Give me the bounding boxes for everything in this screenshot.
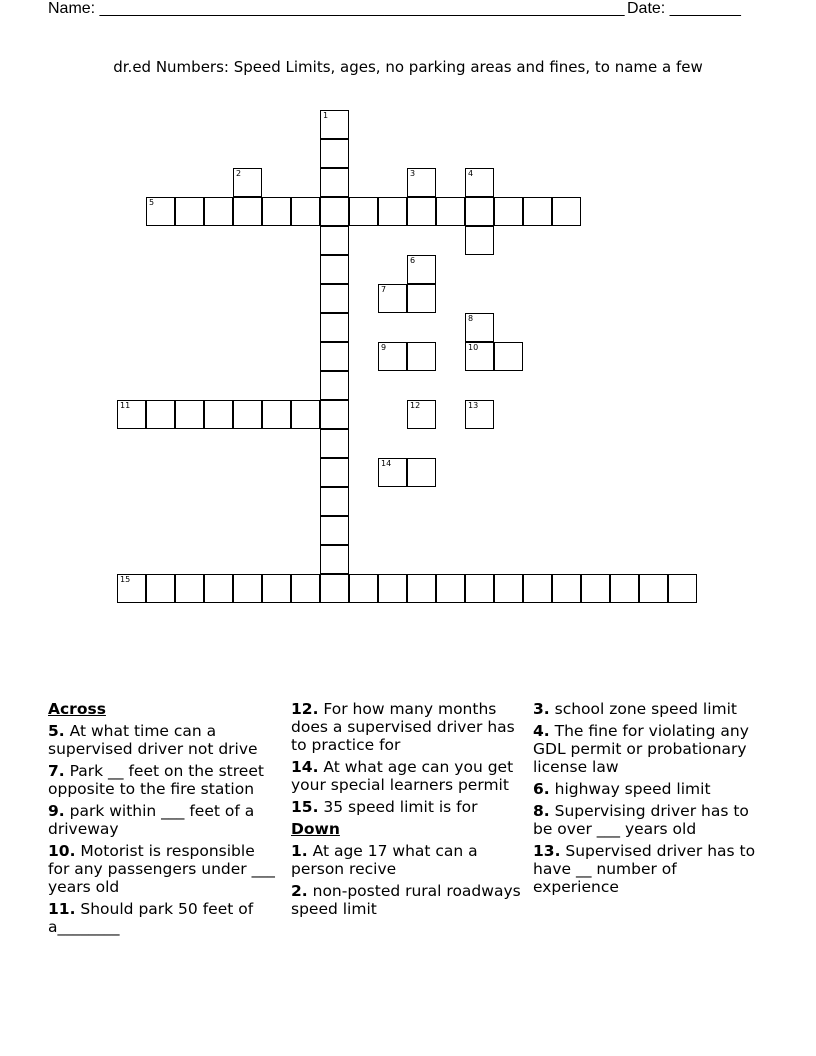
grid-cell[interactable] <box>320 313 349 342</box>
grid-cell[interactable] <box>523 574 552 603</box>
grid-cell[interactable] <box>204 574 233 603</box>
grid-cell[interactable] <box>320 168 349 197</box>
grid-cell[interactable] <box>436 197 465 226</box>
grid-cell[interactable] <box>639 574 668 603</box>
clue-text: Supervised driver has to have __ number of experience <box>533 842 756 896</box>
grid-cell[interactable] <box>320 110 349 139</box>
clue-number: 8 <box>468 314 474 323</box>
date-field: Date: ________ <box>627 0 741 17</box>
grid-cell[interactable] <box>117 400 146 429</box>
grid-cell[interactable] <box>494 197 523 226</box>
clue-text: 35 speed limit is for <box>318 798 478 816</box>
grid-cell[interactable] <box>407 197 436 226</box>
clues-column-3 <box>533 700 758 900</box>
grid-cell[interactable] <box>407 400 436 429</box>
clue-number: 10 <box>468 343 479 352</box>
clue-number-label: 15. <box>291 798 319 816</box>
across-clue-list <box>48 722 278 936</box>
grid-cell[interactable] <box>378 284 407 313</box>
clue-text: For how many months does a supervised driver has to practice for <box>291 700 515 754</box>
grid-cell[interactable] <box>320 139 349 168</box>
grid-cell[interactable] <box>233 574 262 603</box>
grid-cell[interactable] <box>407 342 436 371</box>
grid-cell[interactable] <box>320 226 349 255</box>
grid-cell[interactable] <box>581 574 610 603</box>
down-heading: Down <box>291 820 340 838</box>
clue <box>48 722 278 758</box>
grid-cell[interactable] <box>610 574 639 603</box>
clue-text: The fine for violating any GDL permit or probationary license law <box>533 722 749 776</box>
clue-number-label: 3. <box>533 700 550 718</box>
grid-cell[interactable] <box>291 400 320 429</box>
grid-cell[interactable] <box>465 168 494 197</box>
grid-cell[interactable] <box>320 574 349 603</box>
clue-text: At age 17 what can a person recive <box>291 842 478 878</box>
clue <box>533 780 758 798</box>
grid-cell[interactable] <box>320 458 349 487</box>
clue-number: 5 <box>149 198 155 207</box>
clue <box>291 882 526 918</box>
grid-cell[interactable] <box>291 574 320 603</box>
grid-cell[interactable] <box>262 574 291 603</box>
clues-column-2 <box>291 700 526 922</box>
clue-number-label: 5. <box>48 722 65 740</box>
grid-cell[interactable] <box>349 574 378 603</box>
grid-cell[interactable] <box>320 429 349 458</box>
clue-number-label: 12. <box>291 700 319 718</box>
grid-cell[interactable] <box>349 197 378 226</box>
clue <box>48 900 278 936</box>
clue-number: 7 <box>381 285 387 294</box>
grid-cell[interactable] <box>233 197 262 226</box>
grid-cell[interactable] <box>465 574 494 603</box>
grid-cell[interactable] <box>175 400 204 429</box>
grid-cell[interactable] <box>668 574 697 603</box>
grid-cell[interactable] <box>320 400 349 429</box>
grid-cell[interactable] <box>407 284 436 313</box>
clue-number-label: 4. <box>533 722 550 740</box>
grid-cell[interactable] <box>320 255 349 284</box>
clue <box>48 842 278 896</box>
clue-text: At what time can a supervised driver not drive <box>48 722 258 758</box>
clue-number: 2 <box>236 169 242 178</box>
clue-text: Should park 50 feet of a________ <box>48 900 254 936</box>
clue-number: 4 <box>468 169 474 178</box>
grid-cell[interactable] <box>117 574 146 603</box>
grid-cell[interactable] <box>146 197 175 226</box>
grid-cell[interactable] <box>552 574 581 603</box>
grid-cell[interactable] <box>262 400 291 429</box>
grid-cell[interactable] <box>494 574 523 603</box>
across-heading: Across <box>48 700 106 718</box>
clue-text: non-posted rural roadways speed limit <box>291 882 521 918</box>
grid-cell[interactable] <box>436 574 465 603</box>
clue-number: 3 <box>410 169 416 178</box>
grid-cell[interactable] <box>407 458 436 487</box>
clue <box>291 700 526 754</box>
clue-text: highway speed limit <box>549 780 711 798</box>
down-clue-list-continued <box>533 700 758 896</box>
clue <box>48 802 278 838</box>
grid-cell[interactable] <box>378 574 407 603</box>
down-clue-list <box>291 842 526 918</box>
clue-text: school zone speed limit <box>549 700 737 718</box>
clue <box>533 700 758 718</box>
clue-number: 13 <box>468 401 479 410</box>
clue-text: Motorist is responsible for any passengers under ___ years old <box>48 842 275 896</box>
grid-cell[interactable] <box>175 574 204 603</box>
clue-number: 14 <box>381 459 392 468</box>
grid-cell[interactable] <box>465 400 494 429</box>
clue-number-label: 2. <box>291 882 308 900</box>
clue-text: At what age can you get your special learners permit <box>291 758 514 794</box>
grid-cell[interactable] <box>552 197 581 226</box>
clue <box>291 798 526 816</box>
clue-number-label: 10. <box>48 842 76 860</box>
grid-cell[interactable] <box>320 284 349 313</box>
clue-number-label: 8. <box>533 802 550 820</box>
grid-cell[interactable] <box>378 342 407 371</box>
clue-number: 1 <box>323 111 329 120</box>
clue-number: 15 <box>120 575 131 584</box>
clue-number-label: 6. <box>533 780 550 798</box>
grid-cell[interactable] <box>523 197 552 226</box>
clue-number-label: 11. <box>48 900 76 918</box>
clue-number-label: 14. <box>291 758 319 776</box>
clue-number: 9 <box>381 343 387 352</box>
clue-number: 12 <box>410 401 421 410</box>
grid-cell[interactable] <box>407 168 436 197</box>
grid-cell[interactable] <box>407 255 436 284</box>
clue-number: 6 <box>410 256 416 265</box>
clue <box>48 762 278 798</box>
clue-text: Supervising driver has to be over ___ years old <box>533 802 749 838</box>
clue-number-label: 9. <box>48 802 65 820</box>
grid-cell[interactable] <box>378 197 407 226</box>
grid-cell[interactable] <box>320 197 349 226</box>
grid-cell[interactable] <box>233 168 262 197</box>
across-clue-list-continued <box>291 700 526 816</box>
clue-text: Park __ feet on the street opposite to the fire station <box>48 762 264 798</box>
grid-cell[interactable] <box>204 400 233 429</box>
clue <box>533 722 758 776</box>
grid-cell[interactable] <box>465 342 494 371</box>
clue <box>533 842 758 896</box>
grid-cell[interactable] <box>320 516 349 545</box>
name-field: Name: ___________________________________________________________ <box>48 0 625 17</box>
grid-cell[interactable] <box>204 197 233 226</box>
grid-cell[interactable] <box>320 545 349 574</box>
grid-cell[interactable] <box>494 342 523 371</box>
grid-cell[interactable] <box>175 197 204 226</box>
clue-text: park within ___ feet of a driveway <box>48 802 255 838</box>
grid-cell[interactable] <box>378 458 407 487</box>
grid-cell[interactable] <box>291 197 320 226</box>
clue-number-label: 7. <box>48 762 65 780</box>
clue <box>291 842 526 878</box>
grid-cell[interactable] <box>407 574 436 603</box>
grid-cell[interactable] <box>465 226 494 255</box>
clue <box>291 758 526 794</box>
page-title: dr.ed Numbers: Speed Limits, ages, no parking areas and fines, to name a few <box>113 58 703 76</box>
clues-column-1 <box>48 700 278 940</box>
grid-cell[interactable] <box>320 342 349 371</box>
grid-cell[interactable] <box>320 371 349 400</box>
grid-cell[interactable] <box>262 197 291 226</box>
grid-cell[interactable] <box>465 313 494 342</box>
clue-number-label: 1. <box>291 842 308 860</box>
clue <box>533 802 758 838</box>
grid-cell[interactable] <box>146 400 175 429</box>
grid-cell[interactable] <box>320 487 349 516</box>
clue-number-label: 13. <box>533 842 561 860</box>
grid-cell[interactable] <box>233 400 262 429</box>
clue-number: 11 <box>120 401 131 410</box>
grid-cell[interactable] <box>465 197 494 226</box>
grid-cell[interactable] <box>146 574 175 603</box>
